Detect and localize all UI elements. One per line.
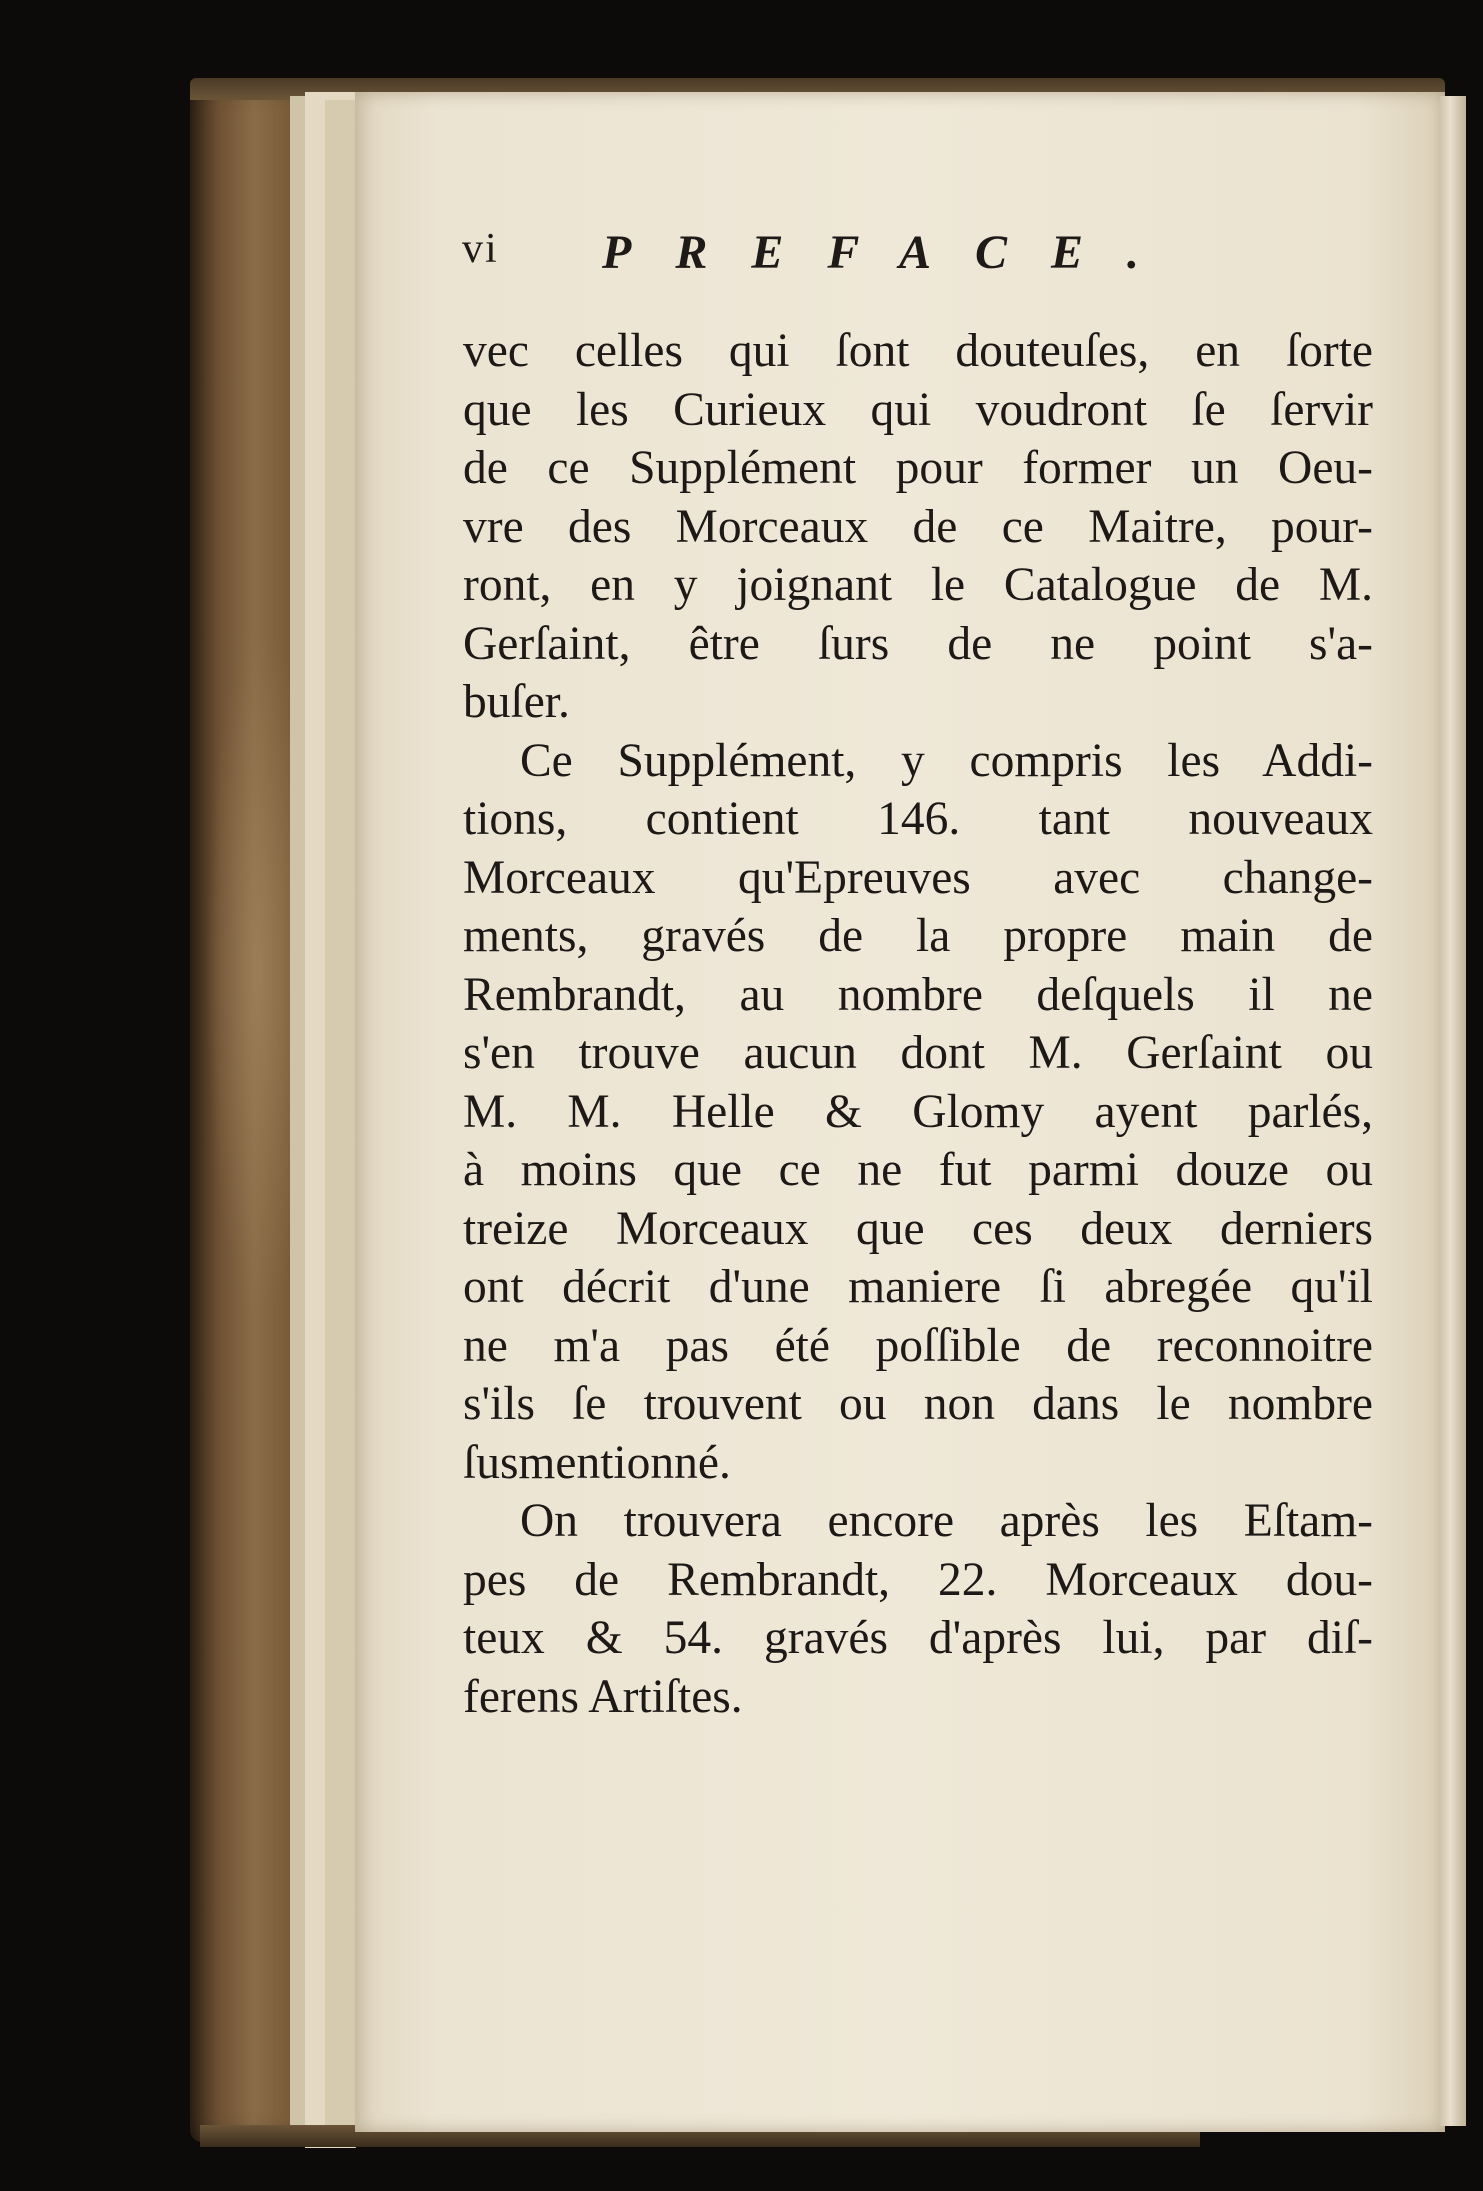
- text-line: M. M. Helle & Glomy ayent parlés,: [463, 1085, 1373, 1138]
- text-line: Ce Supplément, y compris les Addi-: [520, 734, 1373, 787]
- page-header: [462, 225, 1262, 285]
- text-line: vre des Morceaux de ce Maitre, pour-: [463, 500, 1373, 553]
- text-line: ments, gravés de la propre main de: [463, 910, 1373, 962]
- text-line: ront, en y joignant le Catalogue de M.: [463, 559, 1373, 611]
- page-fore-edge: [1440, 96, 1466, 2126]
- text-line: Rembrandt, au nombre deſquels il ne: [463, 968, 1373, 1021]
- text-line: teux & 54. gravés d'après lui, par diſ-: [463, 1612, 1373, 1664]
- text-line: de ce Supplément pour former un Oeu-: [463, 442, 1373, 494]
- text-line: vec celles qui ſont douteuſes, en ſorte: [463, 325, 1373, 377]
- page-number: vi: [462, 226, 499, 272]
- text-line: s'ils ſe trouvent ou non dans le nombre: [463, 1378, 1373, 1430]
- text-line: Morceaux qu'Epreuves avec change-: [463, 851, 1373, 904]
- text-line: ferens Artiſtes.: [463, 1670, 743, 1723]
- page-body-text: [463, 322, 1373, 1726]
- text-line: ſusmentionné.: [463, 1436, 731, 1489]
- text-line: tions, contient 146. tant nouveaux: [463, 793, 1373, 845]
- paragraph: [463, 1492, 1373, 1726]
- text-line: que les Curieux qui voudront ſe ſervir: [463, 383, 1373, 436]
- running-title: PREFACE.: [602, 226, 1184, 279]
- text-line: à moins que ce ne fut parmi douze ou: [463, 1144, 1373, 1196]
- text-line: Gerſaint, être ſurs de ne point s'a-: [463, 617, 1373, 670]
- text-line: s'en trouve aucun dont M. Gerſaint ou: [463, 1027, 1373, 1079]
- paragraph: [463, 732, 1373, 1493]
- text-line: On trouvera encore après les Eſtam-: [520, 1495, 1373, 1547]
- text-line: pes de Rembrandt, 22. Morceaux dou-: [463, 1553, 1373, 1606]
- text-line: treize Morceaux que ces deux derniers: [463, 1202, 1373, 1255]
- paragraph: [463, 322, 1373, 732]
- text-line: buſer.: [463, 676, 570, 728]
- text-line: ont décrit d'une maniere ſi abregée qu'il: [463, 1261, 1373, 1313]
- text-line: ne m'a pas été poſſible de reconnoitre: [463, 1319, 1373, 1372]
